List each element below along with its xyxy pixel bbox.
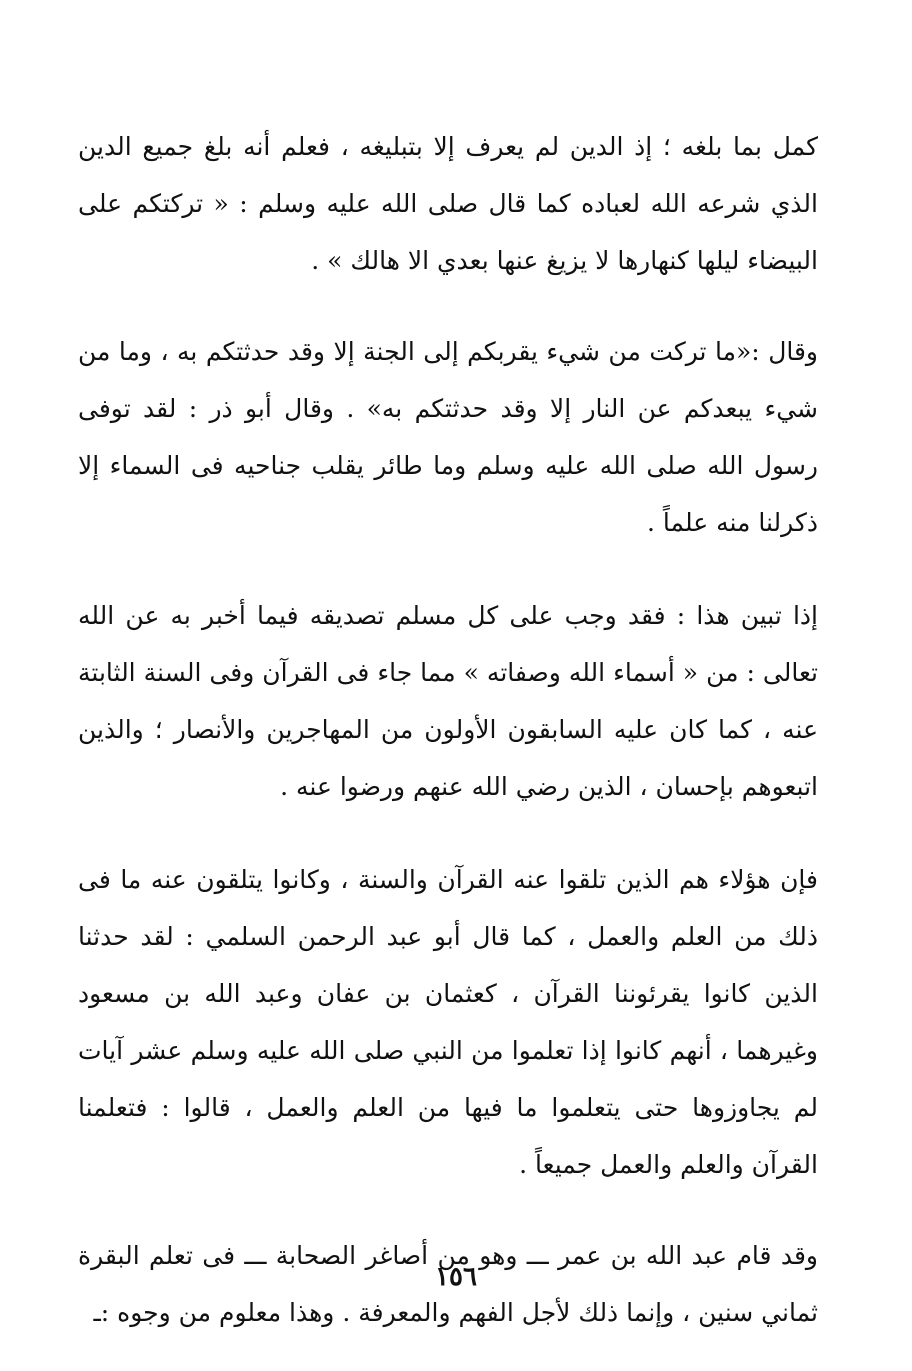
- paragraph-2: وقال :«ما تركت من شيء يقربكم إلى الجنة إلا وقد حدثتكم به ، وما من شيء يبعدكم عن النار إلا وقد حدثتكم به» . وقال أبو ذر : لقد توفى رسول الله صلى الله عليه وسلم وما طائر يقلب جناحيه فى السماء إلا ذكرلنا منه علماً .: [78, 337, 818, 537]
- paragraph-4: فإن هؤلاء هم الذين تلقوا عنه القرآن والسنة ، وكانوا يتلقون عنه ما فى ذلك من العلم والعمل ، كما قال أبو عبد الرحمن السلمي : لقد حدثنا الذين كانوا يقرئوننا القرآن ، كعثمان بن عفان وعبد الله بن مسعود وغيرهما ، أنهم كانوا إذا تعلموا من النبي صلى الله عليه وسلم عشر آيات لم يجاوزوها حتى يتعلموا ما فيها من العلم والعمل ، قالوا : فتعلمنا القرآن والعلم والعمل جميعاً .: [78, 865, 818, 1179]
- page-number: ١٥٦: [435, 1262, 477, 1292]
- paragraph-5: وقد قام عبد الله بن عمر ـــ وهو من أصاغر الصحابة ـــ فى تعلم البقرة ثماني سنين ، وإنما ذلك لأجل الفهم والمعرفة . وهذا معلوم من وجوه :ـ: [78, 1241, 818, 1327]
- paragraph-1: كمل بما بلغه ؛ إذ الدين لم يعرف إلا بتبليغه ، فعلم أنه بلغ جميع الدين الذي شرعه الله لعباده كما قال صلى الله عليه وسلم : « تركتكم على البيضاء ليلها كنهارها لا يزيغ عنها بعدي الا هالك » .: [78, 132, 818, 275]
- page-body: [78, 118, 818, 1371]
- paragraph-3: إذا تبين هذا : فقد وجب على كل مسلم تصديقه فيما أخبر به عن الله تعالى : من « أسماء الله وصفاته » مما جاء فى القرآن وفى السنة الثابتة عنه ، كما كان عليه السابقون الأولون من المهاجرين والأنصار ؛ والذين اتبعوهم بإحسان ، الذين رضي الله عنهم ورضوا عنه .: [78, 601, 818, 801]
